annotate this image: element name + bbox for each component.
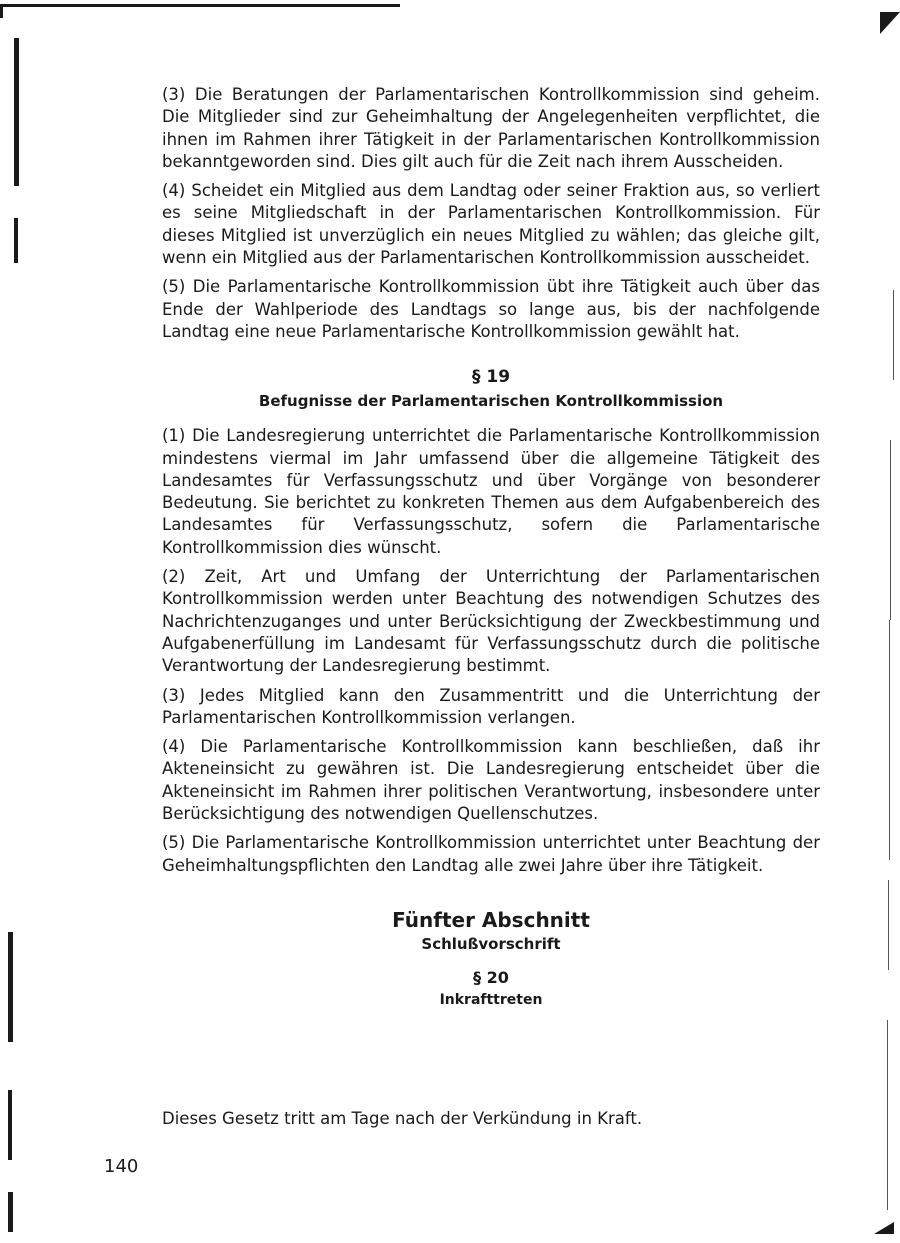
section-20-text: Dieses Gesetz tritt am Tage nach der Verkündung in Kraft. — [162, 1109, 643, 1128]
paragraph-19-3: (3) Jedes Mitglied kann den Zusammentritt und die Unterrichtung der Parlamentarischen Kontrollkommission verlangen. — [162, 685, 820, 727]
scan-edge-right-1 — [893, 290, 894, 380]
scan-edge-left-4 — [8, 1090, 12, 1160]
scan-edge-left-1 — [14, 38, 19, 186]
section-20-title: Inkrafttreten — [439, 991, 543, 1008]
section-20-number: § 20 — [473, 967, 509, 987]
paragraph-19-2: (2) Zeit, Art und Umfang der Unterrichtung der Parlamentarischen Kontrollkommission werden unter Beachtung des notwendigen Schutzes des Nachrichtenzuganges und unter Berücksichtigung der Zweckbestimmung und Aufgabenerfüllung im Landesamt für Verfassungsschutz durch die politische Verantwortung der Landesregierung bestimmt. — [162, 567, 820, 676]
scan-edge-right-5 — [887, 1020, 888, 1210]
paragraph-18-4: (4) Scheidet ein Mitglied aus dem Landtag oder seiner Fraktion aus, so verliert es seine Mitgliedschaft in der Parlamentarischen Kontrollkommission. Für dieses Mitglied ist unverzüglich ein neues Mitglied zu wählen; das gleiche gilt, wenn ein Mitglied aus der Parlamentarischen Kontrollkommission ausscheidet. — [162, 181, 820, 268]
document-body — [162, 84, 820, 1021]
scan-corner-bottom-right — [874, 1222, 894, 1234]
scan-edge-right-2 — [890, 440, 891, 620]
scan-edge-right-4 — [888, 880, 889, 970]
chapter-subtitle: Schlußvorschrift — [421, 934, 561, 953]
paragraph-18-3: (3) Die Beratungen der Parlamentarischen Kontrollkommission sind geheim. Die Mitglieder sind zur Geheimhaltung der Angelegenheiten verpflichtet, die ihnen im Rahmen ihrer Tätigkeit in der Parlamentarischen Kontrollkommission bekanntgeworden sind. Dies gilt auch für die Zeit nach ihrem Ausscheiden. — [162, 85, 820, 171]
scan-corner-top-right — [880, 12, 900, 34]
scan-edge-top-left — [0, 4, 3, 18]
scan-edge-top — [0, 4, 400, 7]
chapter-title: Fünfter Abschnitt — [392, 907, 590, 932]
scan-edge-right-3 — [889, 620, 890, 860]
page-number: 140 — [104, 1156, 139, 1177]
section-19-number: § 19 — [471, 367, 511, 388]
scan-edge-left-5 — [8, 1192, 13, 1232]
section-19-title: Befugnisse der Parlamentarischen Kontrollkommission — [258, 392, 724, 411]
scan-edge-left-3 — [8, 932, 13, 1042]
paragraph-19-1: (1) Die Landesregierung unterrichtet die Parlamentarische Kontrollkommission mindestens viermal im Jahr umfassend über die allgemeine Tätigkeit des Landesamtes für Verfassungsschutz und über Vorgänge von besonderer Bedeutung. Sie berichtet zu konkreten Themen aus dem Aufgabenbereich des Landesamtes für Verfassungsschutz, sofern die Parlamentarische Kontrollkommission dies wünscht. — [162, 426, 820, 557]
scan-edge-left-2 — [14, 218, 18, 263]
paragraph-19-4: (4) Die Parlamentarische Kontrollkommission kann beschließen, daß ihr Akteneinsicht zu gewähren ist. Die Landesregierung entscheidet über die Akteneinsicht im Rahmen ihrer politischen Verantwortung, insbesondere unter Berücksichtigung des notwendigen Quellenschutzes. — [162, 737, 820, 824]
paragraph-18-5: (5) Die Parlamentarische Kontrollkommission übt ihre Tätigkeit auch über das Ende der Wahlperiode des Landtags so lange aus, bis der nachfolgende Landtag eine neue Parlamentarische Kontrollkommission gewählt hat. — [162, 277, 820, 341]
paragraph-19-5: (5) Die Parlamentarische Kontrollkommission unterrichtet unter Beachtung der Geheimhaltungspflichten den Landtag alle zwei Jahre über ihre Tätigkeit. — [162, 833, 820, 875]
